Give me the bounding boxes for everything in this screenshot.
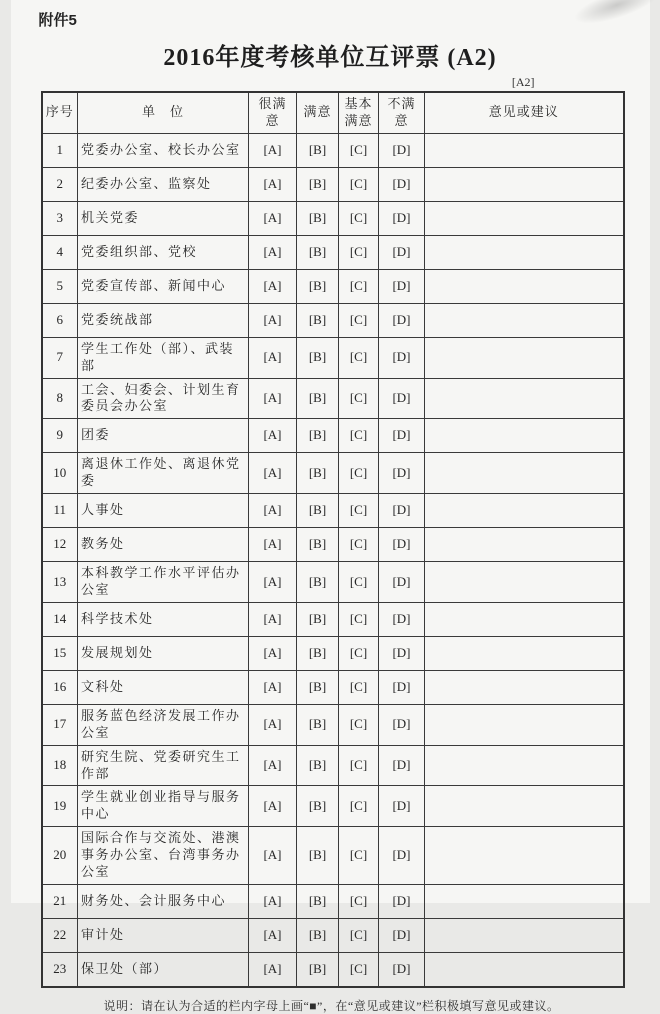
rating-option-d: [D]: [379, 269, 425, 303]
rating-option-a: [A]: [249, 167, 297, 201]
rating-option-d: [D]: [379, 133, 425, 167]
rating-option-a: [A]: [249, 303, 297, 337]
comment-cell: [425, 528, 624, 562]
footnote: 说明：请在认为合适的栏内字母上画“■”，在“意见或建议”栏积极填写意见或建议。: [103, 998, 560, 1013]
rating-option-a: [A]: [249, 269, 297, 303]
rating-option-d: [D]: [379, 562, 425, 603]
rating-option-d: [D]: [379, 453, 425, 494]
unit-name: 人事处: [78, 494, 249, 528]
rating-option-d: [D]: [379, 670, 425, 704]
rating-option-d: [D]: [379, 378, 425, 419]
comment-cell: [425, 884, 624, 918]
rating-option-d: [D]: [379, 827, 425, 885]
unit-name: 学生就业创业指导与服务中心: [78, 786, 249, 827]
rating-option-a: [A]: [249, 201, 297, 235]
rating-option-b: [B]: [297, 167, 339, 201]
rating-option-b: [B]: [297, 303, 339, 337]
scanned-form-page: [11, 0, 650, 1013]
unit-name: 离退休工作处、离退休党委: [78, 453, 249, 494]
rating-option-c: [C]: [339, 419, 379, 453]
table-row: [42, 303, 624, 337]
comment-cell: [425, 337, 624, 378]
comment-cell: [425, 745, 624, 786]
rating-option-a: [A]: [249, 562, 297, 603]
form-code-label: [A2]: [511, 75, 535, 89]
rating-option-c: [C]: [339, 201, 379, 235]
table-row: [42, 378, 624, 419]
evaluation-table: [41, 91, 625, 988]
rating-option-c: [C]: [339, 952, 379, 987]
rating-option-a: [A]: [249, 494, 297, 528]
table-row: [42, 494, 624, 528]
rating-option-d: [D]: [379, 303, 425, 337]
table-row: [42, 670, 624, 704]
rating-option-d: [D]: [379, 167, 425, 201]
row-number: 14: [42, 602, 78, 636]
rating-option-a: [A]: [249, 704, 297, 745]
unit-name: 科学技术处: [78, 602, 249, 636]
comment-cell: [425, 704, 624, 745]
comment-cell: [425, 918, 624, 952]
row-number: 10: [42, 453, 78, 494]
column-header-number: 序号: [42, 92, 78, 133]
rating-option-b: [B]: [297, 745, 339, 786]
unit-name: 工会、妇委会、计划生育委员会办公室: [78, 378, 249, 419]
unit-name: 党委组织部、党校: [78, 235, 249, 269]
rating-option-b: [B]: [297, 704, 339, 745]
unit-name: 党委办公室、校长办公室: [78, 133, 249, 167]
row-number: 17: [42, 704, 78, 745]
rating-option-a: [A]: [249, 378, 297, 419]
rating-option-b: [B]: [297, 602, 339, 636]
row-number: 6: [42, 303, 78, 337]
rating-option-b: [B]: [297, 528, 339, 562]
rating-option-b: [B]: [297, 133, 339, 167]
rating-option-d: [D]: [379, 884, 425, 918]
rating-option-b: [B]: [297, 952, 339, 987]
table-header-row: [42, 92, 624, 133]
rating-option-c: [C]: [339, 562, 379, 603]
comment-cell: [425, 378, 624, 419]
row-number: 12: [42, 528, 78, 562]
rating-option-a: [A]: [249, 918, 297, 952]
rating-option-d: [D]: [379, 636, 425, 670]
rating-option-c: [C]: [339, 704, 379, 745]
row-number: 3: [42, 201, 78, 235]
rating-option-a: [A]: [249, 745, 297, 786]
rating-option-a: [A]: [249, 827, 297, 885]
row-number: 23: [42, 952, 78, 987]
rating-option-a: [A]: [249, 884, 297, 918]
rating-option-c: [C]: [339, 827, 379, 885]
rating-option-a: [A]: [249, 786, 297, 827]
table-row: [42, 636, 624, 670]
row-number: 7: [42, 337, 78, 378]
unit-name: 本科教学工作水平评估办公室: [78, 562, 249, 603]
rating-option-b: [B]: [297, 269, 339, 303]
rating-option-c: [C]: [339, 133, 379, 167]
unit-name: 文科处: [78, 670, 249, 704]
table-row: [42, 918, 624, 952]
rating-option-b: [B]: [297, 494, 339, 528]
rating-option-d: [D]: [379, 494, 425, 528]
rating-option-a: [A]: [249, 133, 297, 167]
unit-name: 团委: [78, 419, 249, 453]
unit-name: 发展规划处: [78, 636, 249, 670]
table-row: [42, 269, 624, 303]
rating-option-d: [D]: [379, 918, 425, 952]
rating-option-b: [B]: [297, 827, 339, 885]
rating-option-d: [D]: [379, 337, 425, 378]
comment-cell: [425, 303, 624, 337]
rating-option-b: [B]: [297, 201, 339, 235]
table-row: [42, 167, 624, 201]
table-row: [42, 704, 624, 745]
table-row: [42, 745, 624, 786]
rating-option-d: [D]: [379, 419, 425, 453]
comment-cell: [425, 453, 624, 494]
table-row: [42, 786, 624, 827]
table-row: [42, 952, 624, 987]
column-header-unsatisfied: 不满意: [379, 92, 425, 133]
row-number: 8: [42, 378, 78, 419]
rating-option-b: [B]: [297, 235, 339, 269]
rating-option-b: [B]: [297, 670, 339, 704]
rating-option-b: [B]: [297, 378, 339, 419]
rating-option-c: [C]: [339, 269, 379, 303]
unit-name: 学生工作处（部）、武装部: [78, 337, 249, 378]
comment-cell: [425, 201, 624, 235]
table-row: [42, 602, 624, 636]
rating-option-c: [C]: [339, 636, 379, 670]
row-number: 13: [42, 562, 78, 603]
rating-option-c: [C]: [339, 235, 379, 269]
unit-name: 教务处: [78, 528, 249, 562]
unit-name: 财务处、会计服务中心: [78, 884, 249, 918]
row-number: 19: [42, 786, 78, 827]
rating-option-d: [D]: [379, 952, 425, 987]
rating-option-d: [D]: [379, 704, 425, 745]
row-number: 15: [42, 636, 78, 670]
rating-option-c: [C]: [339, 378, 379, 419]
rating-option-c: [C]: [339, 453, 379, 494]
comment-cell: [425, 670, 624, 704]
rating-option-c: [C]: [339, 786, 379, 827]
unit-name: 保卫处（部）: [78, 952, 249, 987]
rating-option-a: [A]: [249, 952, 297, 987]
unit-name: 党委统战部: [78, 303, 249, 337]
rating-option-a: [A]: [249, 602, 297, 636]
column-header-very-satisfied: 很满意: [249, 92, 297, 133]
table-row: [42, 419, 624, 453]
rating-option-a: [A]: [249, 337, 297, 378]
rating-option-b: [B]: [297, 337, 339, 378]
comment-cell: [425, 494, 624, 528]
attachment-label: 附件5: [38, 12, 77, 29]
rating-option-c: [C]: [339, 745, 379, 786]
table-row: [42, 235, 624, 269]
rating-option-c: [C]: [339, 528, 379, 562]
rating-option-c: [C]: [339, 602, 379, 636]
rating-option-b: [B]: [297, 884, 339, 918]
unit-name: 服务蓝色经济发展工作办公室: [78, 704, 249, 745]
table-row: [42, 562, 624, 603]
rating-option-b: [B]: [297, 419, 339, 453]
rating-option-b: [B]: [297, 636, 339, 670]
rating-option-c: [C]: [339, 167, 379, 201]
rating-option-c: [C]: [339, 303, 379, 337]
rating-option-a: [A]: [249, 453, 297, 494]
unit-name: 机关党委: [78, 201, 249, 235]
rating-option-a: [A]: [249, 636, 297, 670]
rating-option-b: [B]: [297, 786, 339, 827]
table-row: [42, 528, 624, 562]
table-row: [42, 453, 624, 494]
comment-cell: [425, 235, 624, 269]
rating-option-c: [C]: [339, 918, 379, 952]
comment-cell: [425, 133, 624, 167]
unit-name: 国际合作与交流处、港澳事务办公室、台湾事务办公室: [78, 827, 249, 885]
comment-cell: [425, 636, 624, 670]
rating-option-c: [C]: [339, 884, 379, 918]
rating-option-d: [D]: [379, 528, 425, 562]
comment-cell: [425, 827, 624, 885]
row-number: 4: [42, 235, 78, 269]
unit-name: 纪委办公室、监察处: [78, 167, 249, 201]
table-row: [42, 337, 624, 378]
table-row: [42, 201, 624, 235]
rating-option-c: [C]: [339, 670, 379, 704]
rating-option-c: [C]: [339, 337, 379, 378]
rating-option-b: [B]: [297, 562, 339, 603]
row-number: 16: [42, 670, 78, 704]
unit-name: 审计处: [78, 918, 249, 952]
rating-option-d: [D]: [379, 602, 425, 636]
rating-option-a: [A]: [249, 528, 297, 562]
rating-option-d: [D]: [379, 745, 425, 786]
page-title: 2016年度考核单位互评票 (A2): [163, 45, 497, 71]
row-number: 2: [42, 167, 78, 201]
table-row: [42, 133, 624, 167]
table-row: [42, 884, 624, 918]
table-row: [42, 827, 624, 885]
row-number: 1: [42, 133, 78, 167]
comment-cell: [425, 786, 624, 827]
row-number: 11: [42, 494, 78, 528]
row-number: 18: [42, 745, 78, 786]
rating-option-d: [D]: [379, 235, 425, 269]
rating-option-d: [D]: [379, 786, 425, 827]
column-header-basically-satisfied: 基本满意: [339, 92, 379, 133]
rating-option-b: [B]: [297, 918, 339, 952]
column-header-comments: 意见或建议: [425, 92, 624, 133]
column-header-satisfied: 满意: [297, 92, 339, 133]
rating-option-b: [B]: [297, 453, 339, 494]
rating-option-a: [A]: [249, 419, 297, 453]
row-number: 20: [42, 827, 78, 885]
rating-option-d: [D]: [379, 201, 425, 235]
column-header-unit: 单 位: [78, 92, 249, 133]
row-number: 22: [42, 918, 78, 952]
comment-cell: [425, 602, 624, 636]
rating-option-a: [A]: [249, 670, 297, 704]
comment-cell: [425, 269, 624, 303]
row-number: 5: [42, 269, 78, 303]
comment-cell: [425, 419, 624, 453]
row-number: 9: [42, 419, 78, 453]
comment-cell: [425, 167, 624, 201]
rating-option-a: [A]: [249, 235, 297, 269]
comment-cell: [425, 952, 624, 987]
rating-option-c: [C]: [339, 494, 379, 528]
comment-cell: [425, 562, 624, 603]
row-number: 21: [42, 884, 78, 918]
unit-name: 研究生院、党委研究生工作部: [78, 745, 249, 786]
unit-name: 党委宣传部、新闻中心: [78, 269, 249, 303]
